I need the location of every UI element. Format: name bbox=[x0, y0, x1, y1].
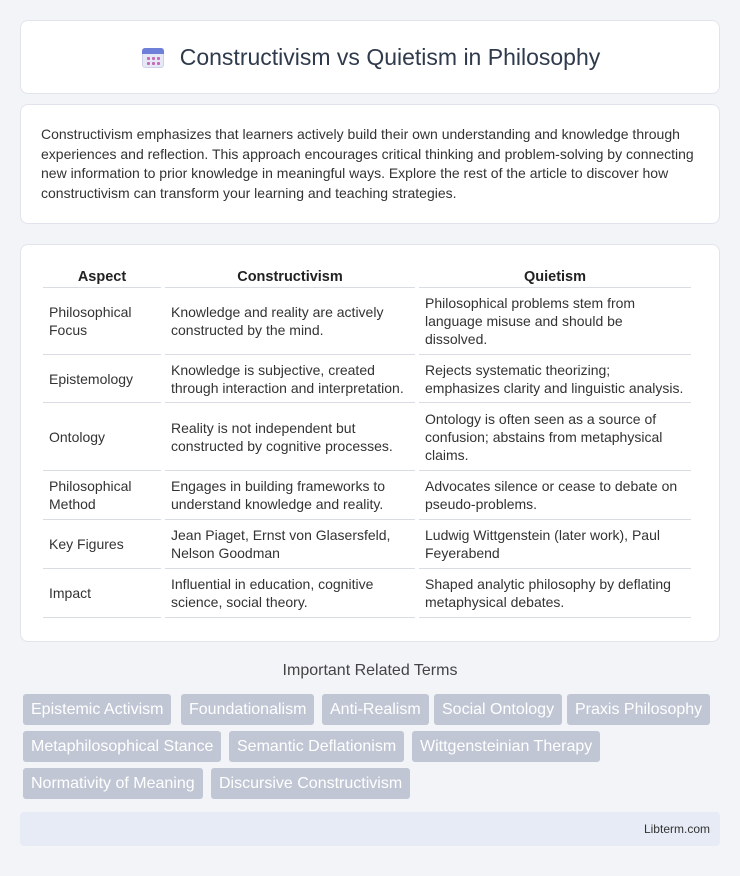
cell-quietism: Rejects systematic theorizing; emphasizes clarity and linguistic analysis. bbox=[419, 355, 691, 403]
table-row bbox=[43, 403, 691, 471]
cell-constructivism: Engages in building frameworks to understand knowledge and reality. bbox=[165, 471, 415, 520]
cell-aspect: Impact bbox=[43, 569, 161, 618]
tag-semantic-deflationism[interactable]: Semantic Deflationism bbox=[229, 731, 404, 762]
tag-normativity-of-meaning[interactable]: Normativity of Meaning bbox=[23, 768, 203, 799]
cell-constructivism: Knowledge and reality are actively constructed by the mind. bbox=[165, 288, 415, 355]
footer bbox=[20, 812, 720, 846]
tag-wittgensteinian-therapy[interactable]: Wittgensteinian Therapy bbox=[412, 731, 600, 762]
tag-social-ontology[interactable]: Social Ontology bbox=[434, 694, 562, 725]
cell-constructivism: Reality is not independent but constructed by cognitive processes. bbox=[165, 403, 415, 471]
cell-constructivism: Influential in education, cognitive science, social theory. bbox=[165, 569, 415, 618]
cell-quietism: Shaped analytic philosophy by deflating metaphysical debates. bbox=[419, 569, 691, 618]
title-card bbox=[20, 20, 720, 94]
tag-metaphilosophical-stance[interactable]: Metaphilosophical Stance bbox=[23, 731, 221, 762]
calendar-icon bbox=[140, 44, 166, 70]
related-terms-title: Important Related Terms bbox=[282, 662, 458, 679]
table-row bbox=[43, 569, 691, 618]
cell-aspect: Philosophical Focus bbox=[43, 288, 161, 355]
cell-quietism: Advocates silence or cease to debate on pseudo-problems. bbox=[419, 471, 691, 520]
header-constructivism: Constructivism bbox=[165, 263, 415, 288]
table-row bbox=[43, 288, 691, 355]
cell-aspect: Epistemology bbox=[43, 355, 161, 403]
cell-aspect: Ontology bbox=[43, 403, 161, 471]
intro-text: Constructivism emphasizes that learners actively build their own understanding and knowledge through experiences and reflection. This approach encourages critical thinking and problem-solving by connecting new information to prior knowledge in meaningful ways. Explore the rest of the article to discover how constructivism can transform your learning and teaching strategies. bbox=[41, 126, 694, 201]
cell-aspect: Philosophical Method bbox=[43, 471, 161, 520]
page-title: Constructivism vs Quietism in Philosophy bbox=[179, 43, 601, 70]
tag-praxis-philosophy[interactable]: Praxis Philosophy bbox=[567, 694, 710, 725]
cell-quietism: Philosophical problems stem from language misuse and should be dissolved. bbox=[419, 288, 691, 355]
tag-anti-realism[interactable]: Anti-Realism bbox=[322, 694, 429, 725]
intro-card bbox=[20, 104, 720, 224]
header-aspect: Aspect bbox=[43, 263, 161, 288]
table-row bbox=[43, 520, 691, 569]
cell-quietism: Ontology is often seen as a source of confusion; abstains from metaphysical claims. bbox=[419, 403, 691, 471]
tag-discursive-constructivism[interactable]: Discursive Constructivism bbox=[211, 768, 410, 799]
cell-quietism: Ludwig Wittgenstein (later work), Paul Feyerabend bbox=[419, 520, 691, 569]
cell-constructivism: Knowledge is subjective, created through interaction and interpretation. bbox=[165, 355, 415, 403]
cell-aspect: Key Figures bbox=[43, 520, 161, 569]
footer-site-link[interactable]: Libterm.com bbox=[643, 822, 710, 836]
tag-foundationalism[interactable]: Foundationalism bbox=[181, 694, 314, 725]
cell-constructivism: Jean Piaget, Ernst von Glasersfeld, Nelson Goodman bbox=[165, 520, 415, 569]
table-header-row bbox=[43, 263, 691, 288]
header-quietism: Quietism bbox=[419, 263, 691, 288]
table-row bbox=[43, 355, 691, 403]
comparison-table bbox=[39, 263, 695, 618]
comparison-table-card bbox=[20, 244, 720, 642]
tag-epistemic-activism[interactable]: Epistemic Activism bbox=[23, 694, 171, 725]
table-row bbox=[43, 471, 691, 520]
